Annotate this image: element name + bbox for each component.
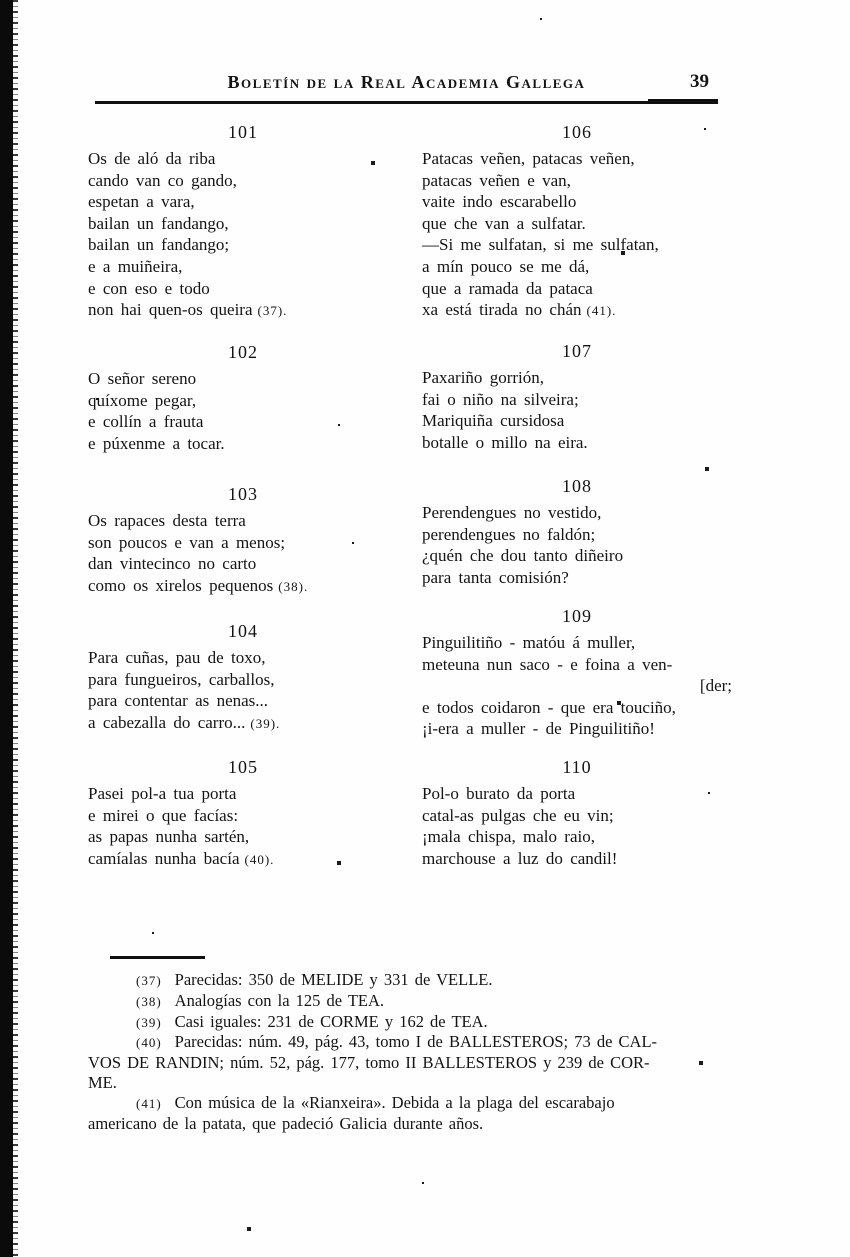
- verse-line: [88, 553, 398, 575]
- verse-line: [422, 632, 732, 654]
- footnote-line: [88, 1012, 778, 1033]
- verse-line: [422, 213, 732, 235]
- verse-line: [88, 191, 398, 213]
- verse-line-text: O señor sereno: [88, 369, 197, 388]
- verse: [422, 475, 732, 588]
- verse-line-text: perendengues no faldón;: [422, 524, 596, 544]
- scan-noise-specks: [0, 0, 2, 2]
- verse-line-text: fai o niño na silveira;: [422, 389, 579, 409]
- header-rule-right-segment: [648, 99, 718, 102]
- verse-line: [88, 256, 398, 278]
- footnote-line: [88, 1073, 778, 1093]
- verse-line-text: son poucos e van a menos;: [88, 532, 286, 552]
- verse-line: [422, 567, 732, 589]
- verse-line-text: quíxome pegar,: [88, 390, 197, 410]
- verse-line: [422, 367, 732, 389]
- footnote-marker: (39): [136, 1014, 162, 1030]
- verse-line: [88, 783, 398, 805]
- verse-line-text: [der;: [699, 676, 732, 696]
- verse-line: [422, 299, 732, 322]
- verse-line-text: vaite indo escarabello: [422, 192, 577, 212]
- verse-line-text: —Si me sulfatan, si me sulfatan,: [422, 235, 659, 255]
- verse-line: [422, 502, 732, 524]
- verse-line-text: Os rapaces desta terra: [88, 511, 246, 530]
- verse-line: [422, 524, 732, 546]
- verse-line: [88, 848, 398, 871]
- verse-line-text: non hai quen-os queira: [88, 300, 253, 320]
- footnote-marker: (41): [136, 1095, 162, 1111]
- verse-line-text: meteuna nun saco - e foina a ven-: [422, 654, 673, 674]
- verse-line: [422, 718, 732, 740]
- verse-line-text: a cabezalla do carro...: [88, 712, 246, 732]
- verse-line: [88, 532, 398, 554]
- verse: [422, 121, 732, 322]
- verse-number: 102: [228, 342, 258, 362]
- verse-line: [422, 170, 732, 192]
- verse-line-text: xa está tirada no chán: [422, 300, 582, 320]
- verse-line: [88, 805, 398, 827]
- verse-line: [88, 510, 398, 532]
- footnote-reference: (39).: [250, 715, 281, 731]
- verse-line: [422, 234, 732, 256]
- running-title: Boletín de la Real Academia Gallega: [227, 72, 586, 92]
- verse-number: 103: [228, 484, 258, 504]
- verse-line-text: ¡i-era a muller - de Pinguilitiño!: [422, 719, 655, 739]
- verse-line-text: bailan un fandango,: [88, 213, 229, 233]
- verse: [88, 756, 398, 870]
- verse-line: [88, 411, 398, 433]
- verse: [422, 756, 732, 869]
- verse-line-text: camíalas nunha bacía: [88, 848, 240, 868]
- verse-number: 108: [562, 476, 592, 496]
- verse-line: [422, 389, 732, 411]
- footnote-line: [88, 1053, 778, 1073]
- verse-line-text: as papas nunha sartén,: [88, 827, 250, 847]
- verse-line: [422, 278, 732, 300]
- verse-line-text: Pinguilitiño - matóu á muller,: [422, 633, 636, 652]
- verse-line-text: catal-as pulgas che eu vin;: [422, 805, 614, 825]
- verse-line-text: e collín a frauta: [88, 412, 204, 432]
- verse-line: [422, 654, 732, 676]
- verse-line-text: marchouse a luz do candil!: [422, 848, 618, 868]
- verse-line-text: Pasei pol-a tua porta: [88, 784, 237, 803]
- verse-line-text: dan vintecinco no carto: [88, 554, 257, 574]
- verse-line: [88, 234, 398, 256]
- verse-line: [88, 433, 398, 455]
- footnote-lines: [88, 970, 778, 1133]
- verse: [422, 605, 732, 740]
- verse-number: 101: [228, 122, 258, 142]
- verse-line: [88, 575, 398, 598]
- scan-gutter-shadow: [0, 0, 13, 1257]
- verse-line: [88, 647, 398, 669]
- footnote-line: [88, 1114, 778, 1134]
- verse-line-text: e mirei o que facías:: [88, 805, 239, 825]
- verse-line-text: Paxariño gorrión,: [422, 368, 545, 387]
- verse-number: 109: [562, 606, 592, 626]
- page-number: 39: [690, 71, 709, 92]
- verse-number: 107: [562, 341, 592, 361]
- verse-line: [422, 148, 732, 170]
- verse-line-text: Patacas veñen, patacas veñen,: [422, 149, 635, 168]
- footnote-reference: (37).: [257, 303, 288, 319]
- verse-line-text: para contentar as nenas...: [88, 691, 269, 711]
- verse-line: [422, 410, 732, 432]
- verse-line: [88, 690, 398, 712]
- verse-line-text: a mín pouco se me dá,: [422, 256, 590, 276]
- verse-line: [422, 783, 732, 805]
- verse-line-text: como os xirelos pequenos: [88, 575, 274, 595]
- footnote-text: Con música de la «Rianxeira». Debida a la plaga del escarabajo: [174, 1092, 615, 1112]
- verse-line: [88, 170, 398, 192]
- footnote-text: americano de la patata, que padeció Galicia durante años.: [88, 1113, 484, 1133]
- verse-line-text: que a ramada da pataca: [422, 278, 593, 298]
- verse-line: [422, 697, 732, 719]
- verse: [88, 121, 398, 322]
- verse-line-text: cando van co gando,: [88, 170, 237, 190]
- verse-line-text: Para cuñas, pau de toxo,: [88, 648, 266, 667]
- footnote-reference: (41).: [586, 303, 617, 319]
- verse-line: [422, 545, 732, 567]
- verse-line-text: que che van a sulfatar.: [422, 213, 586, 233]
- verse-line: [422, 432, 732, 454]
- footnote-reference: (38).: [278, 578, 309, 594]
- verse-line-text: ¿quén che dou tanto diñeiro: [422, 546, 624, 566]
- header-rule: [95, 101, 718, 104]
- footnote-text: VOS DE RANDIN; núm. 52, pág. 177, tomo II BALLESTEROS y 239 de COR-: [88, 1053, 650, 1073]
- verse-line: [88, 669, 398, 691]
- verse-line-text: e a muiñeira,: [88, 256, 183, 276]
- footnote-separator-rule: [110, 956, 205, 959]
- verse-line: [422, 191, 732, 213]
- verse-line: [88, 148, 398, 170]
- verse-line: [422, 805, 732, 827]
- footnote-marker: (37): [136, 973, 162, 988]
- verse-line: [88, 826, 398, 848]
- footnote-reference: (40).: [244, 851, 275, 867]
- verse-line-text: Os de aló da riba: [88, 149, 216, 168]
- verse-line-text: Mariquiña cursidosa: [422, 411, 565, 431]
- verse-line-text: e todos coidaron - que era touciño,: [422, 697, 676, 717]
- verse-line-text: ¡mala chispa, malo raio,: [422, 827, 595, 847]
- verse-number: 104: [228, 621, 258, 641]
- verse-number: 105: [228, 757, 258, 777]
- verse-line: [422, 826, 732, 848]
- verse-line-text: espetan a vara,: [88, 192, 195, 212]
- verse-line-text: para tanta comisión?: [422, 567, 569, 587]
- footnote-line: [88, 991, 778, 1012]
- verse-line-text: e púxenme a tocar.: [88, 433, 225, 453]
- verse: [422, 340, 732, 453]
- footnote-text: ME.: [88, 1072, 117, 1092]
- verse-line: [88, 213, 398, 235]
- verse-number: 106: [562, 122, 592, 142]
- verse-line-text: Pol-o burato da porta: [422, 784, 576, 803]
- footnote-marker: (40): [136, 1035, 162, 1051]
- verse-line: [422, 848, 732, 870]
- verse-line: [88, 368, 398, 390]
- footnote-line: [88, 1093, 778, 1114]
- footnote-line: [88, 970, 778, 991]
- verse-line: [422, 675, 732, 697]
- footnote-text: Parecidas: 350 de MELIDE y 331 de VELLE.: [174, 970, 493, 989]
- footnote-text: Analogías con la 125 de TEA.: [174, 990, 385, 1010]
- footnote-line: [88, 1032, 778, 1053]
- verse-number: 110: [562, 757, 592, 777]
- verse-line-text: patacas veñen e van,: [422, 170, 571, 190]
- verse-line: [88, 278, 398, 300]
- footnote-text: Casi iguales: 231 de CORME y 162 de TEA.: [174, 1011, 488, 1031]
- verse-line-text: para fungueiros, carballos,: [88, 669, 275, 689]
- footnote-text: Parecidas: núm. 49, pág. 43, tomo I de BALLESTEROS; 73 de CAL-: [174, 1032, 658, 1052]
- verse: [88, 620, 398, 734]
- verse-line: [88, 390, 398, 412]
- footnote-marker: (38): [136, 993, 162, 1009]
- verse: [88, 341, 398, 454]
- verse-line-text: bailan un fandango;: [88, 235, 230, 255]
- verse-line-text: botalle o millo na eira.: [422, 432, 588, 452]
- verse-line: [422, 256, 732, 278]
- verse-line: [88, 712, 398, 735]
- verse-line: [88, 299, 398, 322]
- verse-line-text: e con eso e todo: [88, 278, 210, 298]
- verse-line-text: Perendengues no vestido,: [422, 503, 602, 522]
- verse: [88, 483, 398, 597]
